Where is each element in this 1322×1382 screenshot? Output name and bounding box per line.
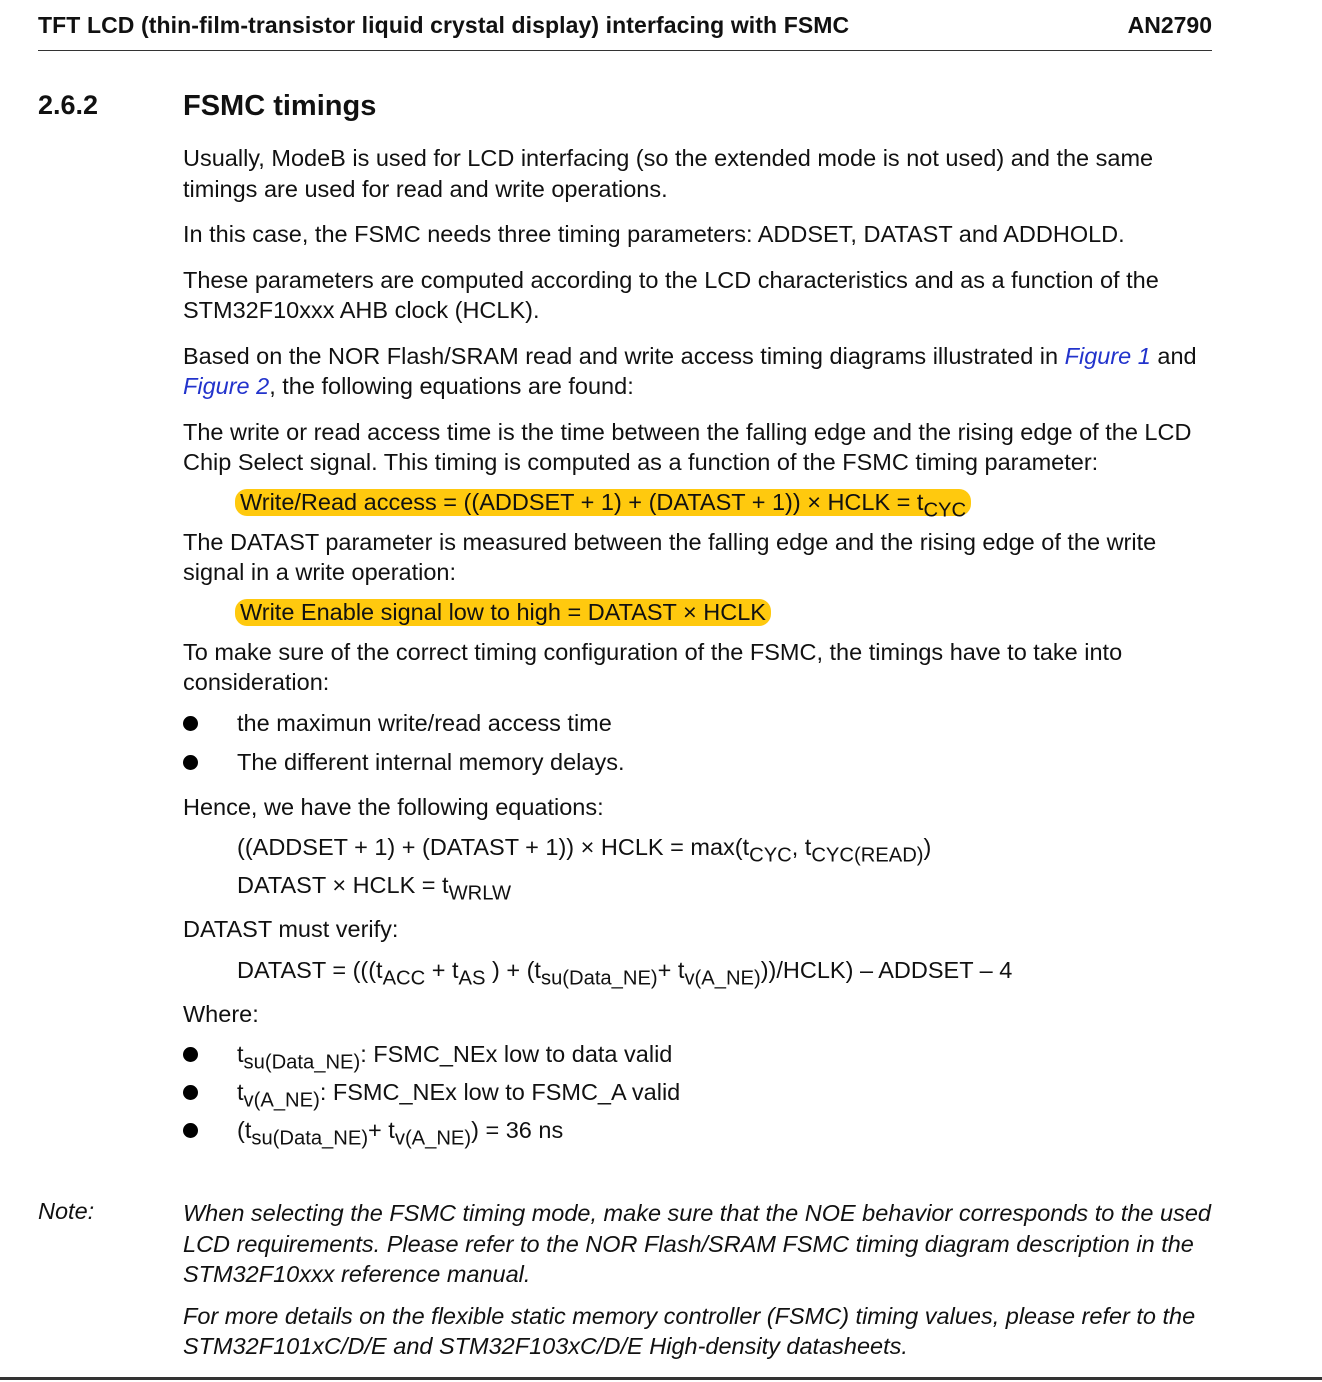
equation-subscript: AS [458,966,486,989]
paragraph-modeb: Usually, ModeB is used for LCD interfacing (so the extended mode is not used) and the same timings are used for read and write operations. [183,145,1154,202]
equation-part: ) + (t [485,956,541,983]
equation-text: Write/Read access = ((ADDSET + 1) + (DATAST + 1)) × HCLK = t [240,488,924,515]
paragraph-consideration: To make sure of the correct timing configuration of the FSMC, the timings have to take into consideration: [183,638,1123,695]
paragraph-datast-verify: DATAST must verify: [183,916,399,942]
equation-subscript: su(Data_NE) [251,1127,369,1150]
paragraph-hclk: These parameters are computed according to the LCD characteristics and as a function of the STM32F10xxx AHB clock (HCLK). [183,266,1159,323]
figure-1-link[interactable]: Figure 1 [1064,342,1151,369]
equation-part: + t [657,956,685,983]
document-id: AN2790 [1127,12,1212,38]
highlighted-equation: Write Enable signal low to high = DATAST × HCLK [235,599,771,626]
bullet-icon [183,1047,198,1062]
list-item [183,1035,1213,1073]
equation-write-enable [235,595,1213,629]
list-item [183,743,1213,782]
list-item-text: + t [368,1117,395,1143]
equation-part: + t [425,956,459,983]
consideration-list [183,704,1213,782]
equation-max [237,828,1213,866]
equation-part: ((ADDSET + 1) + (DATAST + 1)) × HCLK = max(t [237,834,750,860]
paragraph-where: Where: [183,1000,259,1027]
list-item [183,704,1213,743]
equation-subscript: CYC(READ) [811,844,924,867]
paragraph-figures-text-2: and [1150,342,1197,369]
highlighted-equation [235,488,971,521]
list-item [183,1111,1213,1149]
equation-subscript: ACC [382,966,426,989]
paragraph-parameters: In this case, the FSMC needs three timing parameters: ADDSET, DATAST and ADDHOLD. [183,221,1125,247]
equation-part: , t [791,834,812,860]
equation-subscript: CYC [923,498,967,521]
paragraph-datast: The DATAST parameter is measured between the falling edge and the rising edge of the write signal in a write operation: [183,528,1157,585]
equation-subscript: v(A_NE) [243,1089,320,1112]
equation-subscript: WRLW [448,882,511,905]
list-item-text: t [237,1079,244,1105]
paragraph-figures [183,341,1213,402]
where-list [183,1035,1213,1149]
equation-datast [237,951,1213,989]
bullet-icon [183,1085,198,1100]
paragraph-figures-text-3: , the following equations are found: [269,373,634,399]
bottom-divider [0,1377,1322,1380]
paragraph-hence: Hence, we have the following equations: [183,793,604,820]
equation-access-time [235,485,1213,519]
note-paragraph: When selecting the FSMC timing mode, make sure that the NOE behavior corresponds to the used LCD requirements. Please refer to the NOR Flash/SRAM FSMC timing diagram description in the STM32F10xxx reference manual. [183,1200,1211,1287]
equation-part: ))/HCLK) – ADDSET – 4 [760,956,1013,983]
list-item-text: the maximun write/read access time [237,709,612,736]
equations-block [237,828,1213,904]
page-header [38,10,1212,51]
note-paragraph: For more details on the flexible static memory controller (FSMC) timing values, please refer to the STM32F101xC/D/E and STM32F103xC/D/E High-density datasheets. [183,1302,1196,1359]
section-title: FSMC timings [183,90,377,122]
equation-wrlw [237,866,1213,904]
section-number: 2.6.2 [38,90,99,120]
bullet-icon [183,755,198,770]
equation-part: ) [923,834,932,860]
list-item-text: : FSMC_NEx low to data valid [360,1041,673,1067]
list-item-text: The different internal memory delays. [237,748,625,775]
equation-subscript: v(A_NE) [684,966,761,989]
equation-subscript: su(Data_NE) [540,966,658,989]
note-body [183,1198,1213,1373]
section-body [183,143,1213,1159]
header-title: TFT LCD (thin-film-transistor liquid crystal display) interfacing with FSMC [38,12,850,38]
bullet-icon [183,1123,198,1138]
equation-part: DATAST = (((t [237,956,383,983]
paragraph-figures-text-1: Based on the NOR Flash/SRAM read and write access timing diagrams illustrated in [183,342,1065,369]
equation-subscript: su(Data_NE) [243,1051,361,1074]
note-label: Note: [38,1198,95,1224]
equation-part: DATAST × HCLK = t [237,872,449,898]
list-item-text: (t [237,1117,252,1143]
paragraph-access-time: The write or read access time is the time between the falling edge and the rising edge of the LCD Chip Select signal. This timing is computed as a function of the FSMC timing parameter: [183,418,1192,475]
bullet-icon [183,716,198,731]
list-item-text: t [237,1041,244,1067]
equation-subscript: v(A_NE) [394,1127,472,1150]
list-item-text: ) = 36 ns [471,1117,564,1143]
list-item [183,1073,1213,1111]
equation-subscript: CYC [749,844,792,867]
list-item-text: : FSMC_NEx low to FSMC_A valid [319,1079,681,1105]
figure-2-link[interactable]: Figure 2 [183,373,270,399]
